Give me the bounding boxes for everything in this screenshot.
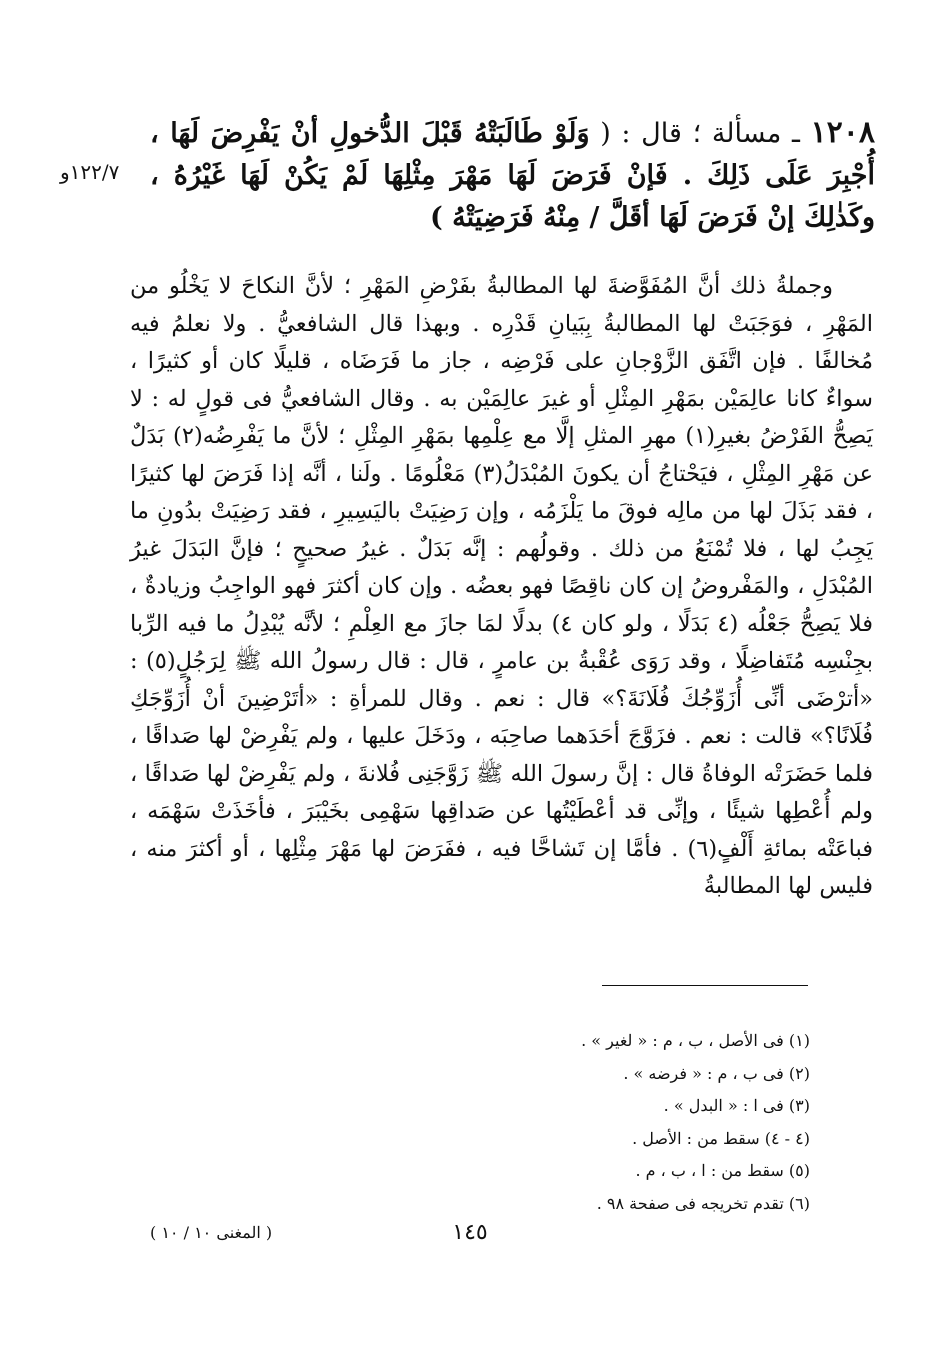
footnote-item: (٤ - ٤) سقط من : الأصل . xyxy=(632,1128,810,1148)
footnote-divider xyxy=(602,985,808,986)
footnote-item: (٣) فى ا : « البدل » . xyxy=(663,1096,810,1115)
footnotes-list xyxy=(520,1025,810,1220)
page-number: ١٤٥ xyxy=(452,1220,488,1245)
footnote-item: (٢) فى ب ، م : « فرضه » . xyxy=(623,1063,810,1083)
footnote-item: (٦) تقدم تخريجه فى صفحة ٩٨ . xyxy=(596,1193,810,1213)
book-reference: ( المغنى ١٠ / ١٠ ) xyxy=(150,1223,273,1242)
footnote-item: (١) فى الأصل ، ب ، م : « لغير » . xyxy=(581,1031,810,1050)
issue-heading xyxy=(150,112,875,239)
body-paragraph: وجملةُ ذلك أنَّ المُفَوَّضةَ لها المطالبةُ بفَرْضِ المَهْرِ ؛ لأنَّ النكاحَ لا يَخْلُو من المَهْرِ ، فوَجَبَتْ لها المطالبةُ بِبَيانِ قَدْرِه . وبهذا قال الشافعيُّ . ولا نعلمُ فيه مُخالفًا . فإن اتَّفَق الزَّوْجانِ على فَرْضِه ، جاز ما فَرَضَاه ، قليلًا كان أو كثيرًا ، سواءٌ كانا عالِمَيْن بمَهْرِ المِثْلِ أو غيرَ عالِمَيْن به . وقال الشافعيُّ فى قولٍ له : لا يَصِحُّ الفَرْضُ بغيرِ(١) مهرِ المثلِ إلَّا مع عِلْمِها بمَهْرِ المِثْلِ ؛ لأنَّ ما يَفْرِضُه(٢) بَدَلٌ عن مَهْرِ المِثْلِ ، فيَحْتاجُ أن يكونَ المُبْدَلُ(٣) مَعْلُومًا . ولَنا ، أنَّه إذا فَرَضَ لها كثيرًا ، فقد بَذَلَ لها من مالِه فوقَ ما يَلْزَمُه ، وإن رَضِيَتْ باليَسِيرِ ، فقد رَضِيَتْ بدُونِ ما يَجِبُ لها ، فلا تُمْنَعُ من ذلك . وقولُهم : إنَّه بَدَلٌ . غيرُ صحيحٍ ؛ فإنَّ البَدَلَ غيرُ المُبْدَلِ ، والمَفْروضُ إن كان ناقِصًا فهو بعضُه . وإن كان أكثرَ فهو الواجِبُ وزيادةٌ ، فلا يَصِحُّ جَعْلُه (٤ بَدَلًا ، ولو كان ٤) بدلًا لمَا جازَ مع العِلْمِ ؛ لأنَّه يُبْدِلُ ما فيه الرِّبا بجِنْسِه مُتَفاضِلًا ، وقد رَوَى عُقْبةُ بن عامرٍ ، قال : قال رسولُ الله ﷺ لِرَجُلٍ(٥) : «أترْضَى أنِّى أُزَوِّجُكَ فُلَانَةَ؟» قال : نعم . وقال للمرأةِ : «أتَرْضِينَ أنْ أُزَوِّجَكِ فُلَانًا؟» قالت : نعم . فزَوَّجَ أحَدَهما صاحِبَه ، ودَخَلَ عليها ، ولم يَفْرِضْ لها صَداقًا ، فلما حَضَرَتْه الوفاةُ قال : إنَّ رسولَ الله ﷺ زَوَّجَنِى فُلانةَ ، ولم يَفْرِضْ لها صَداقًا ، ولم أُعْطِها شيئًا ، وإنِّى قد أعْطَيْتُها عن صَداقِها سَهْمِى بخَيْبَرَ ، فأخَذَتْ سَهْمَه ، فباعَتْه بمائةِ أَلْفٍ(٦) . فأمَّا إن تَشاحَّا فيه ، ففَرَضَ لها مَهْرَ مِثْلِها ، أو أكثرَ منه ، فليس لها المطالبةُ xyxy=(130,273,874,899)
issue-text: وَلَوْ طَالَبَتْهُ قَبْلَ الدُّخولِ أنْ يَفْرِضَ لَهَا ، أُجْبِرَ عَلَى ذَلِكَ . فَإنْ فَرَضَ لَهَا مَهْرَ مِثْلِهَا لَمْ يَكُنْ لَهَا غَيْرُهُ ، وكَذٰلِكَ إنْ فَرَضَ لَهَا أقَلَّ / مِنْهُ فَرَضِيَتْهُ ) xyxy=(150,118,875,233)
margin-note: ١٢٢/٧و xyxy=(60,160,120,184)
issue-lead: ـ مسألة ؛ قال : ( xyxy=(589,118,811,149)
issue-number: ١٢٠٨ xyxy=(810,115,875,150)
footnote-item: (٥) سقط من : ا ، ب ، م . xyxy=(635,1161,810,1180)
body-text xyxy=(130,268,873,906)
